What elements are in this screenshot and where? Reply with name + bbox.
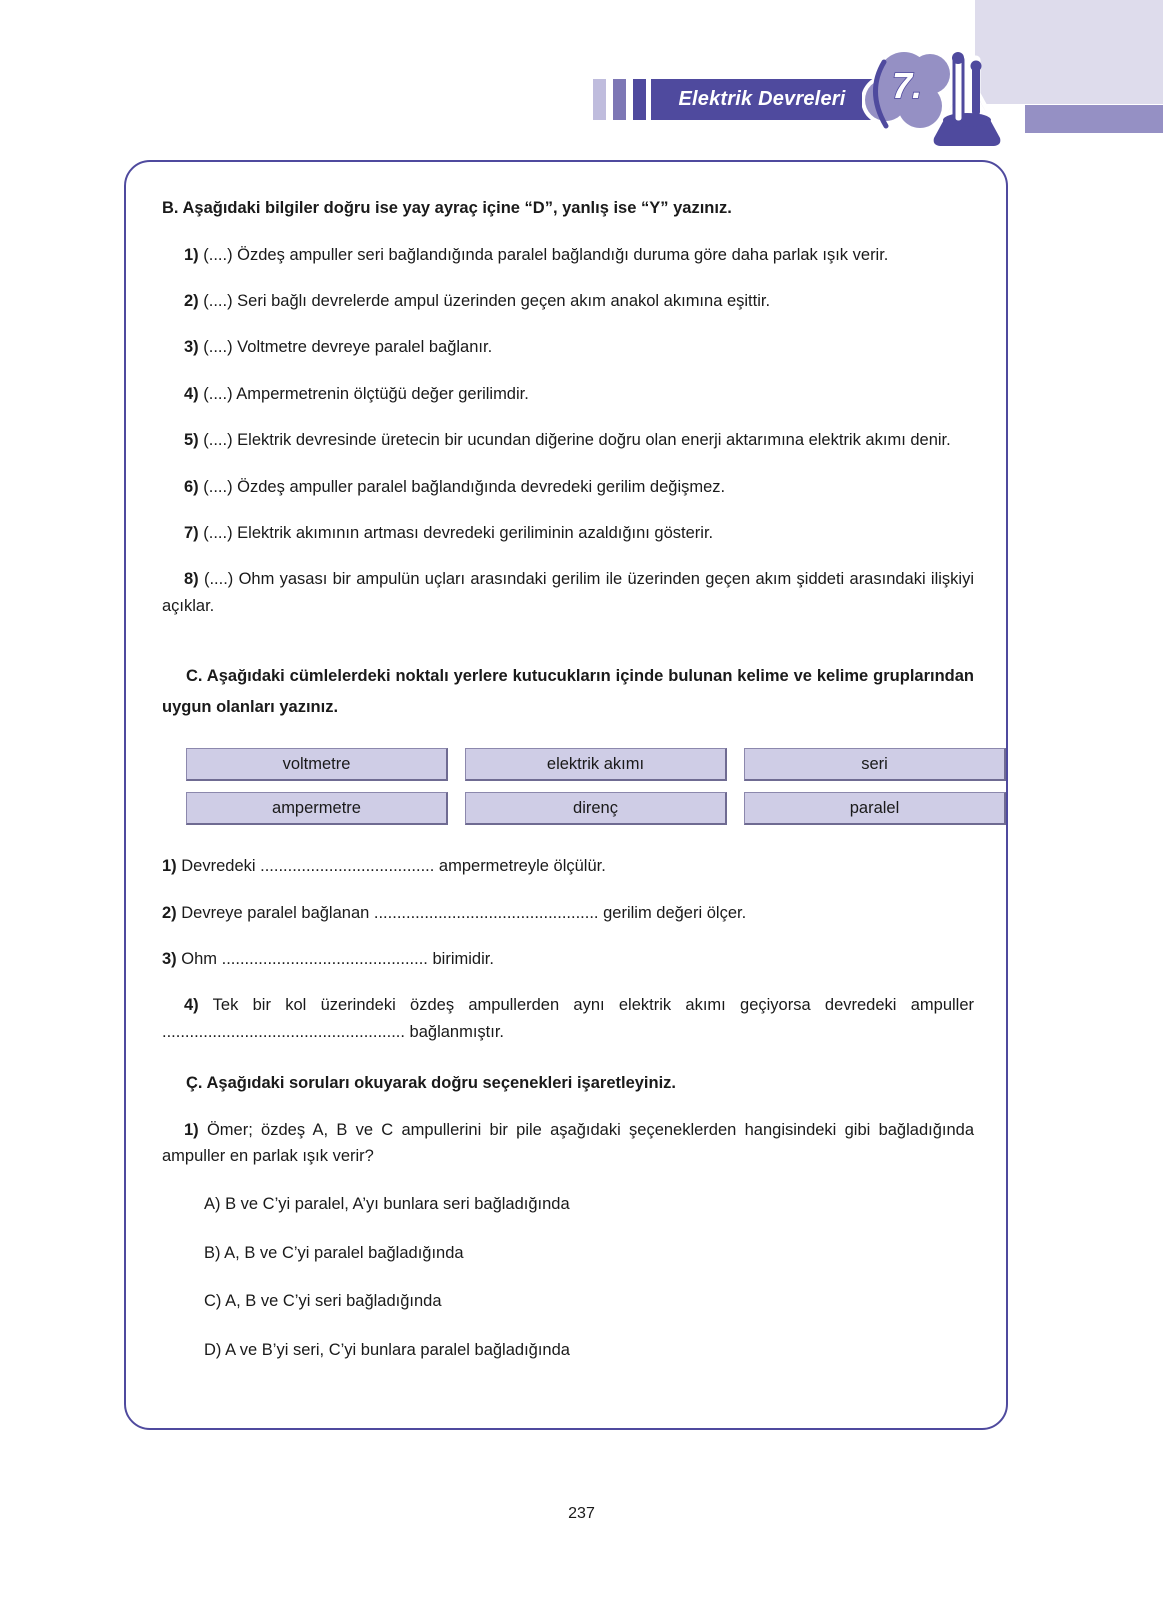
header-mid-band (1025, 105, 1163, 133)
header-bar-light-icon (593, 79, 606, 120)
section-b-heading: B. Aşağıdaki bilgiler doğru ise yay ayraç içine “D”, yanlış ise “Y” yazınız. (162, 199, 732, 217)
header-bar-dark-icon (633, 79, 646, 120)
option-a[interactable]: A) B ve C’yi paralel, A’yı bunlara seri bağladığında (204, 1195, 570, 1214)
section-b-item-3 (162, 334, 974, 360)
chapter-title-plate (651, 79, 873, 120)
item-text: (....) Seri bağlı devrelerde ampul üzerinden geçen akım anakol akımına eşittir. (203, 291, 771, 310)
section-b-item-7 (162, 520, 974, 546)
word-box-ampermetre[interactable]: ampermetre (186, 792, 448, 825)
item-number: 7) (184, 523, 199, 542)
item-text: (....) Özdeş ampuller paralel bağlandığında devredeki gerilim değişmez. (203, 477, 726, 496)
option-c[interactable]: C) A, B ve C’yi seri bağladığında (204, 1292, 442, 1311)
section-c-item-1 (162, 853, 974, 879)
word-bank (186, 748, 1006, 825)
section-c-cedilla-question (162, 1117, 974, 1170)
item-number: 4) (184, 384, 199, 403)
item-text: (....) Ampermetrenin ölçtüğü değer gerilimdir. (203, 384, 529, 403)
option-d[interactable]: D) A ve B’yi seri, C’yi bunlara paralel bağladığında (204, 1340, 570, 1359)
section-c-item-4 (162, 992, 974, 1045)
section-b-item-4 (162, 381, 974, 407)
section-b-item-5 (162, 427, 974, 453)
header-bar-mid-icon (613, 79, 626, 120)
item-number: 1) (184, 1120, 199, 1139)
item-text: (....) Elektrik akımının artması devredeki geriliminin azaldığını gösterir. (203, 523, 714, 542)
chapter-badge (862, 42, 1012, 152)
word-box-direnc[interactable]: direnç (465, 792, 727, 825)
word-box-voltmetre[interactable]: voltmetre (186, 748, 448, 781)
section-b-item-2 (162, 288, 974, 314)
item-number: 1) (184, 245, 199, 264)
item-number: 8) (184, 570, 199, 589)
item-number: 3) (184, 338, 199, 357)
page-number: 237 (568, 1505, 595, 1522)
section-b-item-1 (162, 242, 974, 268)
item-text: (....) Özdeş ampuller seri bağlandığında paralel bağlandığı duruma göre daha parlak ışık verir. (203, 245, 889, 264)
item-number: 1) (162, 857, 177, 876)
item-number: 5) (184, 431, 199, 450)
section-b-item-8 (162, 566, 974, 619)
content-panel (124, 160, 1008, 1430)
option-b[interactable]: B) A, B ve C’yi paralel bağladığında (204, 1243, 464, 1262)
section-b-item-6 (162, 474, 974, 500)
item-number: 2) (162, 903, 177, 922)
item-text: Tek bir kol üzerindeki özdeş ampullerden aynı elektrik akımı geçiyorsa devredeki ampuller ..................................................... bağlanmıştır. (162, 996, 974, 1041)
word-box-paralel[interactable]: paralel (744, 792, 1006, 825)
section-c-item-2 (162, 900, 974, 926)
item-number: 3) (162, 949, 177, 968)
word-box-seri[interactable]: seri (744, 748, 1006, 781)
section-c-item-3 (162, 946, 974, 972)
word-box-elektrik-akimi[interactable]: elektrik akımı (465, 748, 727, 781)
chapter-number: 7. (892, 65, 923, 106)
content-inner (126, 162, 1010, 1383)
item-number: 2) (184, 291, 199, 310)
chapter-title: Elektrik Devreleri (678, 88, 846, 110)
page-header (0, 0, 1163, 160)
section-c-cedilla-heading: Ç. Aşağıdaki soruları okuyarak doğru seçenekleri işaretleyiniz. (186, 1074, 677, 1093)
item-text: Ohm ............................................. birimidir. (181, 949, 494, 968)
item-number: 6) (184, 477, 199, 496)
item-text: (....) Elektrik devresinde üretecin bir ucundan diğerine doğru olan enerji aktarımına elektrik akımı denir. (203, 431, 951, 450)
section-c-heading: C. Aşağıdaki cümlelerdeki noktalı yerlere kutucukların içinde bulunan kelime ve kelime gruplarından uygun olanları yazınız. (162, 667, 974, 716)
item-text: Devredeki ...................................... ampermetreyle ölçülür. (181, 857, 606, 876)
item-text: Devreye paralel bağlanan ................................................. gerilim değeri ölçer. (181, 903, 747, 922)
item-text: (....) Voltmetre devreye paralel bağlanır. (203, 338, 493, 357)
item-text: Ömer; özdeş A, B ve C ampullerini bir pile aşağıdaki şeçeneklerden hangisindeki gibi bağladığında ampuller en parlak ışık verir? (162, 1120, 974, 1166)
section-spacer (162, 619, 974, 645)
item-number: 4) (184, 996, 199, 1015)
item-text: (....) Ohm yasası bir ampulün uçları arasındaki gerilim ile üzerinden geçen akım şiddeti arasındaki ilişkiyi açıklar. (162, 570, 975, 615)
